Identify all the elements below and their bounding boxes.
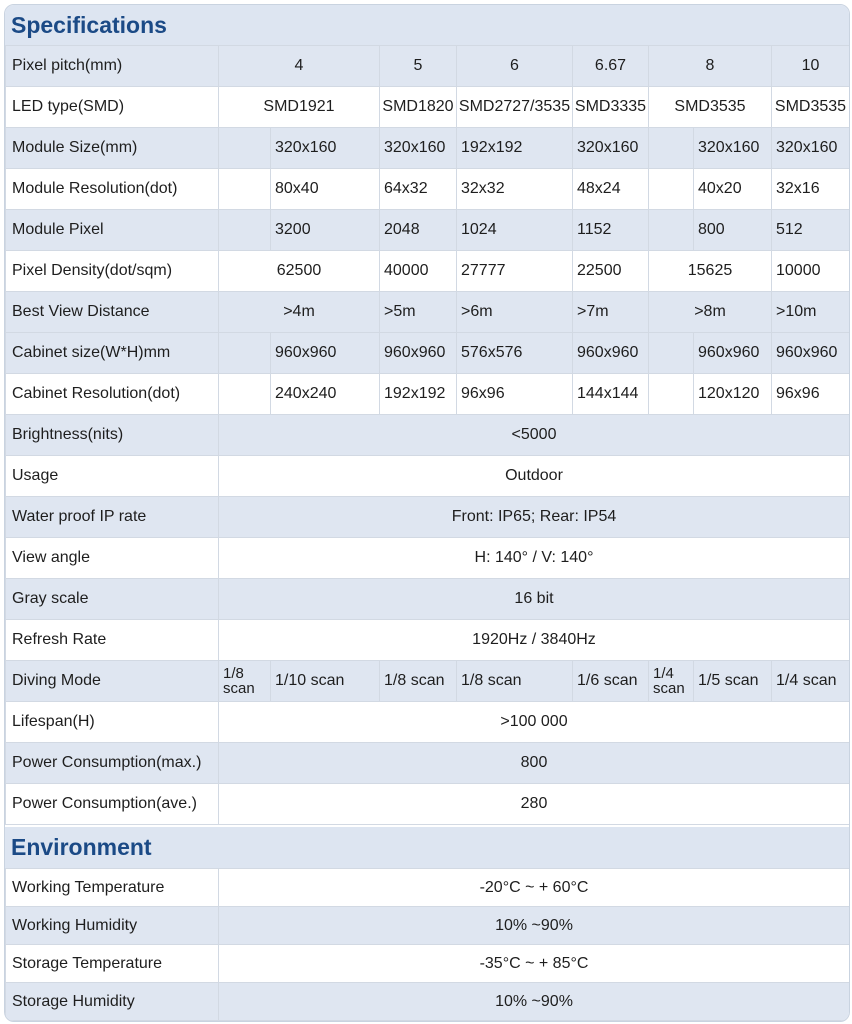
- cell: 960x960: [694, 333, 772, 374]
- cell: 1024: [457, 210, 573, 251]
- row-label: Module Resolution(dot): [6, 169, 219, 210]
- cell: 64x32: [380, 169, 457, 210]
- cell: -20°C ~ + 60°C: [219, 869, 850, 907]
- cell: <5000: [219, 415, 850, 456]
- row-label: Brightness(nits): [6, 415, 219, 456]
- row-storage-temperature: [6, 945, 850, 983]
- cell: 280: [219, 784, 850, 825]
- cell: 15625: [649, 251, 772, 292]
- row-gray-scale: [6, 579, 850, 620]
- row-label: Usage: [6, 456, 219, 497]
- spacer-cell: [649, 374, 694, 415]
- row-working-humidity: [6, 907, 850, 945]
- cell: 40x20: [694, 169, 772, 210]
- row-label: Power Consumption(max.): [6, 743, 219, 784]
- cell: 576x576: [457, 333, 573, 374]
- row-lifespan: [6, 702, 850, 743]
- spacer-cell: [649, 169, 694, 210]
- cell: SMD1921: [219, 87, 380, 128]
- row-power-max: [6, 743, 850, 784]
- cell: 5: [380, 46, 457, 87]
- specifications-title: Specifications: [11, 11, 167, 38]
- cell: 1/8 scan: [457, 661, 573, 702]
- cell: >8m: [649, 292, 772, 333]
- spec-sheet: [4, 4, 850, 1022]
- row-module-resolution: [6, 169, 850, 210]
- row-label: Storage Temperature: [6, 945, 219, 983]
- spacer-cell: [219, 374, 271, 415]
- cell: SMD3535: [649, 87, 772, 128]
- row-usage: [6, 456, 850, 497]
- row-power-ave: [6, 784, 850, 825]
- row-ip-rate: [6, 497, 850, 538]
- row-storage-humidity: [6, 983, 850, 1021]
- row-label: Module Pixel: [6, 210, 219, 251]
- cell: 1/4 scan: [649, 661, 694, 702]
- cell: >6m: [457, 292, 573, 333]
- cell: >7m: [573, 292, 649, 333]
- cell: 320x160: [573, 128, 649, 169]
- cell: 16 bit: [219, 579, 850, 620]
- row-label: Cabinet size(W*H)mm: [6, 333, 219, 374]
- row-driving-mode: [6, 661, 850, 702]
- cell: SMD3335: [573, 87, 649, 128]
- cell: 3200: [271, 210, 380, 251]
- row-label: Module Size(mm): [6, 128, 219, 169]
- row-view-distance: [6, 292, 850, 333]
- row-label: LED type(SMD): [6, 87, 219, 128]
- row-brightness: [6, 415, 850, 456]
- environment-title: Environment: [11, 834, 152, 860]
- cell: 2048: [380, 210, 457, 251]
- cell: 10% ~90%: [219, 983, 850, 1021]
- cell: 800: [219, 743, 850, 784]
- row-label: Pixel Density(dot/sqm): [6, 251, 219, 292]
- cell: 27777: [457, 251, 573, 292]
- row-module-size: [6, 128, 850, 169]
- environment-table: [5, 868, 850, 1021]
- row-module-pixel: [6, 210, 850, 251]
- row-view-angle: [6, 538, 850, 579]
- row-working-temperature: [6, 869, 850, 907]
- cell: 1152: [573, 210, 649, 251]
- cell: >100 000: [219, 702, 850, 743]
- cell: 1/4 scan: [772, 661, 850, 702]
- spacer-cell: [219, 169, 271, 210]
- row-label: Best View Distance: [6, 292, 219, 333]
- cell: 10000: [772, 251, 850, 292]
- cell: 320x160: [772, 128, 850, 169]
- cell: 22500: [573, 251, 649, 292]
- spacer-cell: [649, 128, 694, 169]
- spacer-cell: [219, 128, 271, 169]
- row-pixel-pitch: [6, 46, 850, 87]
- cell: 10% ~90%: [219, 907, 850, 945]
- cell: 48x24: [573, 169, 649, 210]
- environment-header: [5, 827, 849, 868]
- row-label: Working Humidity: [6, 907, 219, 945]
- row-label: Pixel pitch(mm): [6, 46, 219, 87]
- cell: 6.67: [573, 46, 649, 87]
- row-led-type: [6, 87, 850, 128]
- cell: 192x192: [380, 374, 457, 415]
- row-cabinet-resolution: [6, 374, 850, 415]
- cell: Outdoor: [219, 456, 850, 497]
- cell: 320x160: [271, 128, 380, 169]
- cell: 512: [772, 210, 850, 251]
- row-label: Power Consumption(ave.): [6, 784, 219, 825]
- cell: SMD1820: [380, 87, 457, 128]
- row-label: Gray scale: [6, 579, 219, 620]
- cell: 62500: [219, 251, 380, 292]
- row-label: Lifespan(H): [6, 702, 219, 743]
- row-refresh-rate: [6, 620, 850, 661]
- row-label: Refresh Rate: [6, 620, 219, 661]
- cell: SMD2727/3535: [457, 87, 573, 128]
- cell: Front: IP65; Rear: IP54: [219, 497, 850, 538]
- spacer-cell: [649, 210, 694, 251]
- cell: 960x960: [772, 333, 850, 374]
- cell: >10m: [772, 292, 850, 333]
- row-cabinet-size: [6, 333, 850, 374]
- spacer-cell: [649, 333, 694, 374]
- cell: 1/6 scan: [573, 661, 649, 702]
- cell: 960x960: [573, 333, 649, 374]
- cell: H: 140° / V: 140°: [219, 538, 850, 579]
- cell: 32x32: [457, 169, 573, 210]
- cell: 96x96: [772, 374, 850, 415]
- cell: 6: [457, 46, 573, 87]
- cell: 8: [649, 46, 772, 87]
- spacer-cell: [219, 333, 271, 374]
- cell: 192x192: [457, 128, 573, 169]
- cell: 1/5 scan: [694, 661, 772, 702]
- cell: 96x96: [457, 374, 573, 415]
- row-label: Cabinet Resolution(dot): [6, 374, 219, 415]
- cell: SMD3535: [772, 87, 850, 128]
- row-label: View angle: [6, 538, 219, 579]
- cell: 1/10 scan: [271, 661, 380, 702]
- cell: 240x240: [271, 374, 380, 415]
- row-pixel-density: [6, 251, 850, 292]
- cell: 80x40: [271, 169, 380, 210]
- cell: 320x160: [380, 128, 457, 169]
- cell: 960x960: [271, 333, 380, 374]
- cell: 1/8 scan: [380, 661, 457, 702]
- row-label: Working Temperature: [6, 869, 219, 907]
- cell: 800: [694, 210, 772, 251]
- row-label: Diving Mode: [6, 661, 219, 702]
- cell: 1/8 scan: [219, 661, 271, 702]
- row-label: Water proof IP rate: [6, 497, 219, 538]
- cell: 120x120: [694, 374, 772, 415]
- cell: 144x144: [573, 374, 649, 415]
- specifications-table: [5, 45, 850, 825]
- cell: 320x160: [694, 128, 772, 169]
- cell: 10: [772, 46, 850, 87]
- cell: 40000: [380, 251, 457, 292]
- row-label: Storage Humidity: [6, 983, 219, 1021]
- cell: >5m: [380, 292, 457, 333]
- cell: 1920Hz / 3840Hz: [219, 620, 850, 661]
- cell: >4m: [219, 292, 380, 333]
- cell: 32x16: [772, 169, 850, 210]
- cell: 4: [219, 46, 380, 87]
- cell: -35°C ~ + 85°C: [219, 945, 850, 983]
- specifications-header: [5, 5, 849, 45]
- cell: 960x960: [380, 333, 457, 374]
- spacer-cell: [219, 210, 271, 251]
